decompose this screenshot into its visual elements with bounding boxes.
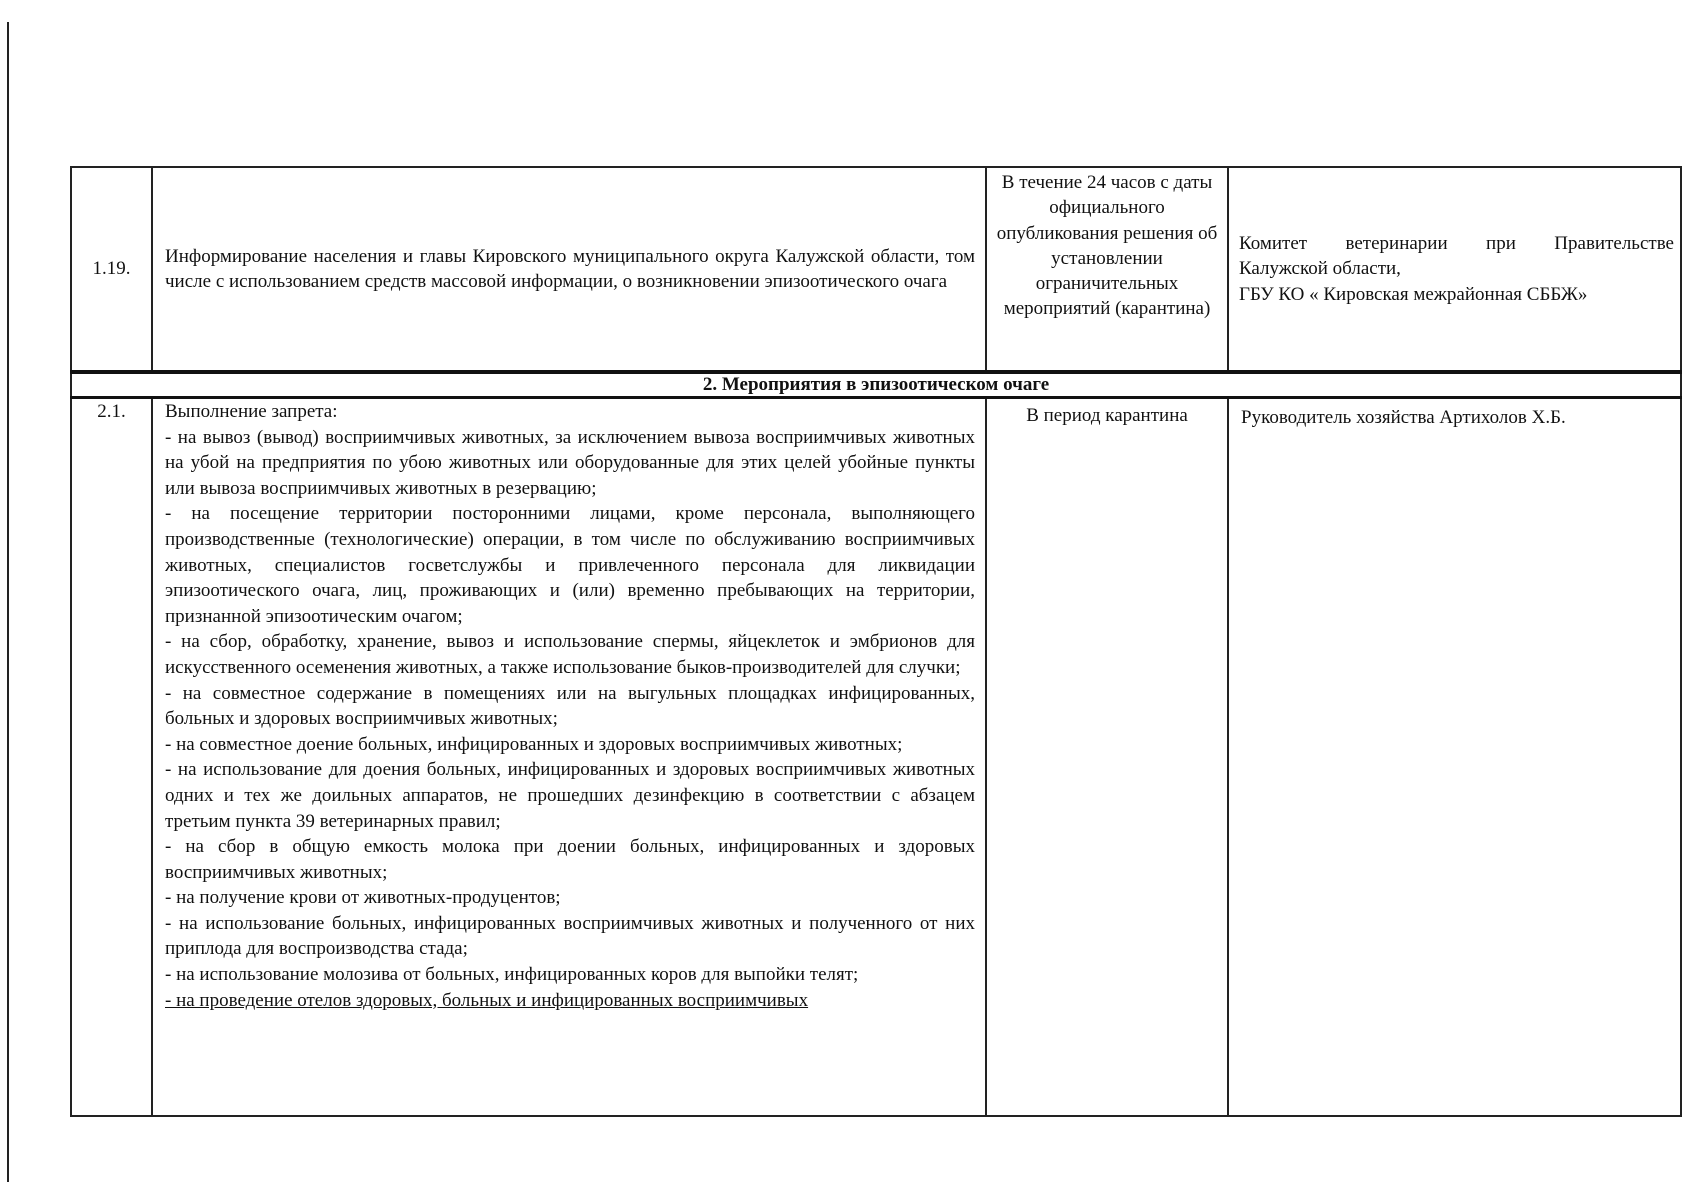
row-number: 2.1.: [71, 398, 152, 1117]
list-item: - на проведение отелов здоровых, больных и инфицированных восприимчивых: [165, 989, 809, 1011]
list-item: - на сбор, обработку, хранение, вывоз и использование спермы, яйцеклеток и эмбрионов для искусственного осеменения животных, а также использование быков-производителей для случки;: [165, 631, 975, 678]
list-item: - на использование молозива от больных, инфицированных коров для выпойки телят;: [165, 964, 859, 986]
term-cell: В период карантина: [986, 398, 1228, 1117]
responsible-line: ГБУ КО « Кировская межрайонная СББЖ»: [1239, 283, 1588, 305]
scan-left-edge-line: [7, 22, 9, 1182]
section-header-row: [71, 372, 1681, 398]
list-item: - на посещение территории посторонними лицами, кроме персонала, выполняющего производственные (технологические) операции, в том числе по обслуживанию восприимчивых животных, специалистов госветслужбы и привлеченного персонала для ликвидации эпизоотического очага, лиц, проживающих и (или) временно пребывающих на территории, признанной эпизоотическим очагом;: [165, 503, 975, 627]
responsible-cell: Руководитель хозяйства Артихолов Х.Б.: [1228, 398, 1681, 1117]
section-title: 2. Мероприятия в эпизоотическом очаге: [71, 372, 1681, 398]
responsible-line: Калужской области,: [1239, 258, 1401, 280]
responsible-cell: [1228, 167, 1681, 372]
table-row: [71, 398, 1681, 1117]
list-item: - на использование для доения больных, инфицированных и здоровых восприимчивых животных одних и тех же доильных аппаратов, не прошедших дезинфекцию в соответствии с абзацем третьим пункта 39 ветеринарных правил;: [165, 759, 975, 832]
list-item: - на совместное содержание в помещениях или на выгульных площадках инфицированных, больных и здоровых восприимчивых животных;: [165, 682, 975, 730]
action-intro: Выполнение запрета:: [165, 401, 338, 422]
row-number: 1.19.: [71, 167, 152, 372]
term-cell: В течение 24 часов с даты официального опубликования решения об установлении ограничительных мероприятий (карантина): [986, 167, 1228, 372]
action-cell: Информирование населения и главы Кировского муниципального округа Калужской области, том числе с использованием средств массовой информации, о возникновении эпизоотического очага: [152, 167, 986, 372]
action-cell: [152, 398, 986, 1117]
responsible-line: Комитет ветеринарии при Правительстве: [1239, 232, 1674, 254]
measures-table: [70, 166, 1682, 1117]
list-item: - на сбор в общую емкость молока при доении больных, инфицированных и здоровых восприимчивых животных;: [165, 836, 975, 883]
list-item: - на совместное доение больных, инфицированных и здоровых восприимчивых животных;: [165, 733, 903, 755]
list-item: - на вывоз (вывод) восприимчивых животных, за исключением вывоза восприимчивых животных на убой на предприятия по убою животных или оборудованные для этих целей убойные пункты или вывоза восприимчивых животных в резервацию;: [165, 426, 975, 499]
list-item: - на получение крови от животных-продуцентов;: [165, 887, 561, 909]
table-row: [71, 167, 1681, 372]
list-item: - на использование больных, инфицированных восприимчивых животных и полученного от них приплода для воспроизводства стада;: [165, 912, 975, 960]
